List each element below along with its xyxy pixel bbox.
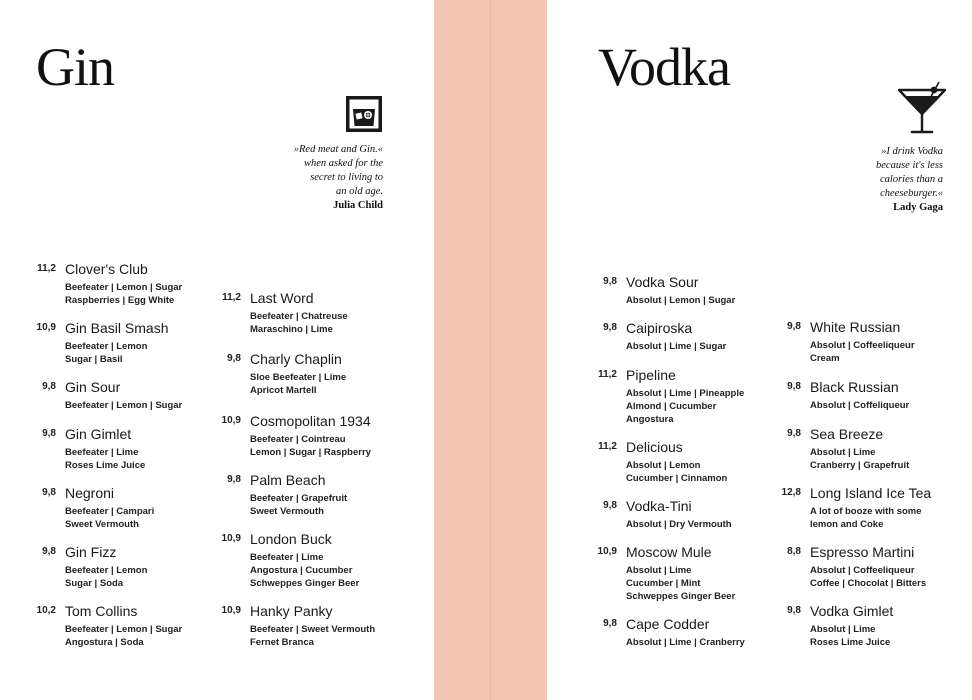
vodka-title: Vodka <box>598 37 731 97</box>
drink-name: Hanky Panky <box>250 603 333 619</box>
drink-ingredients: Beefeater | Lemon | Sugar Raspberries | Egg White <box>65 282 183 306</box>
drink-ingredients: Beefeater | Sweet Vermouth Fernet Branca <box>250 624 376 648</box>
drink-name: Charly Chaplin <box>250 351 342 367</box>
price: 10,9 <box>221 533 241 544</box>
menu-item <box>787 379 910 412</box>
menu-item <box>787 319 915 365</box>
drink-ingredients: Beefeater | Chatreuse Maraschino | Lime <box>250 311 348 335</box>
drink-name: Gin Fizz <box>65 544 117 560</box>
menu-item <box>42 379 183 412</box>
quote-text: »I drink Vodka because it's less calories than a cheeseburger.« <box>876 146 943 199</box>
drink-ingredients: Absolut | Lime | Cranberry <box>626 637 745 648</box>
price: 9,8 <box>603 276 617 287</box>
menu-item <box>221 603 376 649</box>
drink-name: Vodka-Tini <box>626 498 692 514</box>
drink-ingredients: Absolut | Coffeliqueur <box>810 400 910 411</box>
drink-ingredients: A lot of booze with some lemon and Coke <box>810 506 922 530</box>
price: 9,8 <box>787 605 801 616</box>
drink-ingredients: Beefeater | Lime Angostura | Cucumber Schweppes Ginger Beer <box>250 552 360 589</box>
price: 9,8 <box>787 321 801 332</box>
drink-ingredients: Beefeater | Lemon | Sugar Angostura | Soda <box>65 624 183 648</box>
price: 10,9 <box>597 546 617 557</box>
price: 11,2 <box>598 369 617 380</box>
menu-item <box>787 544 927 590</box>
price: 10,2 <box>36 605 56 616</box>
drink-name: Gin Sour <box>65 379 121 395</box>
menu-item <box>227 472 348 518</box>
drink-ingredients: Absolut | Lime Cucumber | Mint Schweppes Ginger Beer <box>626 565 736 602</box>
price: 12,8 <box>781 487 801 498</box>
drink-ingredients: Absolut | Lemon Cucumber | Cinnamon <box>626 460 728 484</box>
drink-ingredients: Absolut | Lemon | Sugar <box>626 295 736 306</box>
martini-glass-icon <box>898 80 946 136</box>
drink-name: Tom Collins <box>65 603 138 619</box>
drink-ingredients: Absolut | Coffeeliqueur Coffee | Chocolat | Bitters <box>810 565 927 589</box>
drink-name: Vodka Sour <box>626 274 699 290</box>
price: 9,8 <box>787 428 801 439</box>
menu-item <box>598 367 745 426</box>
whisky-glass-icon <box>346 96 382 132</box>
drink-ingredients: Absolut | Lime Cranberry | Grapefruit <box>810 447 910 471</box>
drink-ingredients: Beefeater | Lime Roses Lime Juice <box>65 447 146 471</box>
drink-name: White Russian <box>810 319 901 335</box>
price: 9,8 <box>42 428 56 439</box>
vodka-quote <box>843 145 943 215</box>
drink-ingredients: Absolut | Dry Vermouth <box>626 519 732 530</box>
menu-item <box>222 290 348 336</box>
menu-item <box>787 426 910 472</box>
menu-item <box>603 320 727 353</box>
drink-name: Sea Breeze <box>810 426 884 442</box>
menu-item <box>36 603 183 649</box>
page-spine <box>434 0 547 700</box>
menu-item <box>781 485 932 531</box>
price: 9,8 <box>603 500 617 511</box>
quote-text: »Red meat and Gin.« when asked for the secret to living to an old age. <box>293 144 383 197</box>
drink-ingredients: Sloe Beefeater | Lime Apricot Martell <box>250 372 347 396</box>
menu-item <box>42 544 148 590</box>
quote-author: Julia Child <box>333 200 383 211</box>
drink-ingredients: Beefeater | Lemon Sugar | Basil <box>65 341 148 365</box>
price: 9,8 <box>227 474 241 485</box>
menu-item <box>221 531 360 590</box>
menu-item <box>227 351 347 397</box>
drink-ingredients: Beefeater | Lemon Sugar | Soda <box>65 565 148 589</box>
drink-name: Cosmopolitan 1934 <box>250 413 371 429</box>
price: 11,2 <box>222 292 241 303</box>
drink-name: Espresso Martini <box>810 544 915 560</box>
menu-item <box>42 485 155 531</box>
price: 9,8 <box>42 487 56 498</box>
drink-ingredients: Beefeater | Lemon | Sugar <box>65 400 183 411</box>
drink-ingredients: Absolut | Lime | Pineapple Almond | Cucumber Angostura <box>626 388 745 425</box>
price: 10,9 <box>221 605 241 616</box>
drink-ingredients: Absolut | Lime | Sugar <box>626 341 727 352</box>
gin-page <box>0 0 434 700</box>
price: 9,8 <box>787 381 801 392</box>
menu-item <box>36 320 169 366</box>
gin-title: Gin <box>36 37 114 97</box>
drink-name: Cape Codder <box>626 616 710 632</box>
menu-item <box>221 413 371 459</box>
menu-item <box>597 544 736 603</box>
spine-fold <box>490 0 491 700</box>
menu-item <box>37 261 183 307</box>
drink-name: Delicious <box>626 439 683 455</box>
menu-item <box>598 439 728 485</box>
quote-author: Lady Gaga <box>893 202 943 213</box>
menu-item <box>787 603 894 649</box>
price: 10,9 <box>221 415 241 426</box>
menu-item <box>603 498 732 531</box>
drink-name: Black Russian <box>810 379 899 395</box>
menu-item <box>603 616 745 649</box>
drink-ingredients: Absolut | Coffeeliqueur Cream <box>810 340 915 364</box>
price: 9,8 <box>603 322 617 333</box>
price: 11,2 <box>598 441 617 452</box>
drink-name: Last Word <box>250 290 314 306</box>
price: 9,8 <box>227 353 241 364</box>
drink-name: London Buck <box>250 531 332 547</box>
price: 9,8 <box>603 618 617 629</box>
drink-ingredients: Beefeater | Grapefruit Sweet Vermouth <box>250 493 348 517</box>
price: 10,9 <box>36 322 56 333</box>
drink-name: Palm Beach <box>250 472 326 488</box>
drink-name: Moscow Mule <box>626 544 712 560</box>
drink-name: Negroni <box>65 485 115 501</box>
drink-ingredients: Absolut | Lime Roses Lime Juice <box>810 624 891 648</box>
drink-name: Vodka Gimlet <box>810 603 894 619</box>
price: 9,8 <box>42 381 56 392</box>
drink-ingredients: Beefeater | Cointreau Lemon | Sugar | Raspberry <box>250 434 371 458</box>
drink-name: Gin Gimlet <box>65 426 132 442</box>
drink-name: Caipiroska <box>626 320 693 336</box>
price: 9,8 <box>42 546 56 557</box>
drink-name: Pipeline <box>626 367 676 383</box>
gin-quote <box>263 143 383 213</box>
drink-name: Clover's Club <box>65 261 148 277</box>
drink-ingredients: Beefeater | Campari Sweet Vermouth <box>65 506 155 530</box>
price: 11,2 <box>37 263 56 274</box>
price: 8,8 <box>787 546 801 557</box>
menu-item <box>42 426 146 472</box>
drink-name: Long Island Ice Tea <box>810 485 932 501</box>
drink-name: Gin Basil Smash <box>65 320 169 336</box>
menu-item <box>603 274 736 307</box>
